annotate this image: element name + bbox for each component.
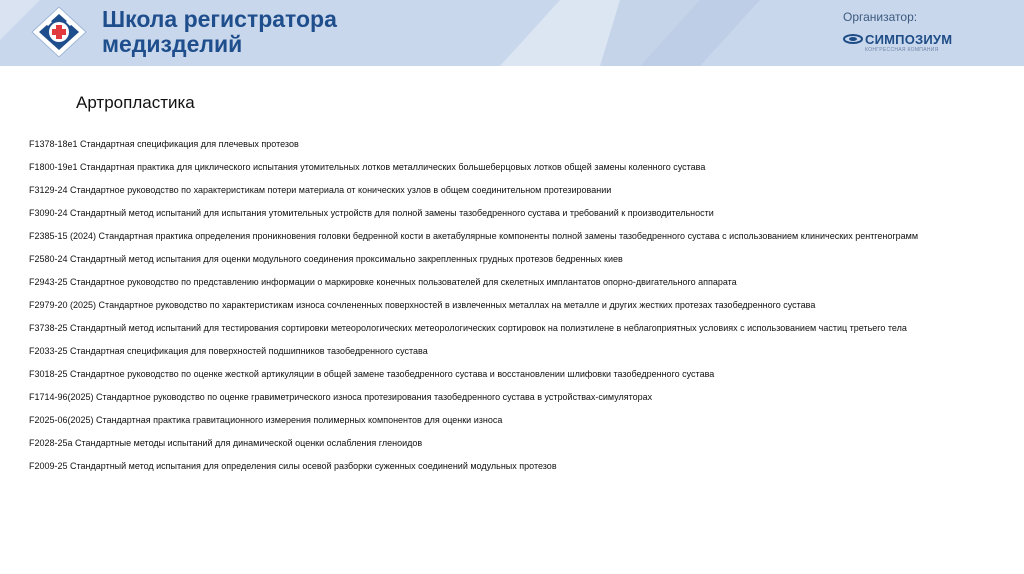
list-item: F2009-25 Стандартный метод испытания для определения силы осевой разборки суженных соединений модульных протезов bbox=[29, 461, 557, 471]
list-item: F2028-25а Стандартные методы испытаний для динамической оценки ослабления гленоидов bbox=[29, 438, 423, 448]
list-item: F2943-25 Стандартное руководство по представлению информации о маркировке конечных пользователей для скелетных имплантатов опорно-двигательного аппарата bbox=[29, 277, 737, 287]
list-item: F2025-06(2025) Стандартная практика гравитационного измерения полимерных компонентов для оценки износа bbox=[29, 415, 503, 425]
list-item: F2033-25 Стандартная спецификация для поверхностей подшипников тазобедренного сустава bbox=[29, 346, 428, 356]
list-item: F1714-96(2025) Стандартное руководство по оценке гравиметрического износа протезирования тазобедренного сустава в устройствах-симуляторах bbox=[29, 392, 653, 402]
school-title bbox=[102, 7, 337, 57]
list-item: F1378-18e1 Стандартная спецификация для плечевых протезов bbox=[29, 139, 299, 149]
list-item: F3738-25 Стандартный метод испытаний для тестирования сортировки метеорологических метеорологических сортировок на полиэтилене в неблагоприятных условиях с использованием частиц третьего тела bbox=[29, 323, 907, 333]
school-title-line2: медизделий bbox=[102, 31, 243, 57]
sponsor-subtitle: КОНГРЕССНАЯ КОМПАНИЯ bbox=[865, 47, 939, 53]
page-title: Артропластика bbox=[76, 93, 195, 112]
header-banner bbox=[0, 0, 1024, 66]
sponsor-swoosh-icon bbox=[843, 34, 863, 44]
standards-list bbox=[29, 139, 929, 484]
sponsor-logo bbox=[843, 32, 973, 58]
list-item: F3018-25 Стандартное руководство по оценке жесткой артикуляции в общей замене тазобедренного сустава и восстановлении шлифовки тазобедренного сустава bbox=[29, 369, 715, 379]
list-item: F3129-24 Стандартное руководство по характеристикам потери материала от конических узлов в общем соединительном протезировании bbox=[29, 185, 612, 195]
sponsor-name: СИМПОЗИУМ bbox=[865, 32, 953, 47]
medical-cross-badge-icon bbox=[30, 6, 88, 58]
list-item: F3090-24 Стандартный метод испытаний для испытания утомительных устройств для полной замены тазобедренного сустава и требований к производительности bbox=[29, 208, 714, 218]
list-item: F1800-19e1 Стандартная практика для циклического испытания утомительных лотков металлических большеберцовых лотков общей замены коленного сустава bbox=[29, 162, 706, 172]
list-item: F2580-24 Стандартный метод испытания для оценки модульного соединения проксимально закрепленных грудных протезов бедренных киев bbox=[29, 254, 623, 264]
list-item: F2979-20 (2025) Стандартное руководство по характеристикам износа сочлененных поверхностей в извлеченных металлах на металле и других жестких протезах тазобедренного сустава bbox=[29, 300, 816, 310]
list-item: F2385-15 (2024) Стандартная практика определения проникновения головки бедренной кости в акетабулярные компоненты полной замены тазобедренного сустава с использованием клинических рентгенограмм bbox=[29, 231, 919, 241]
school-title-line1: Школа регистратора bbox=[102, 6, 337, 32]
organizer-label: Организатор: bbox=[843, 10, 918, 24]
